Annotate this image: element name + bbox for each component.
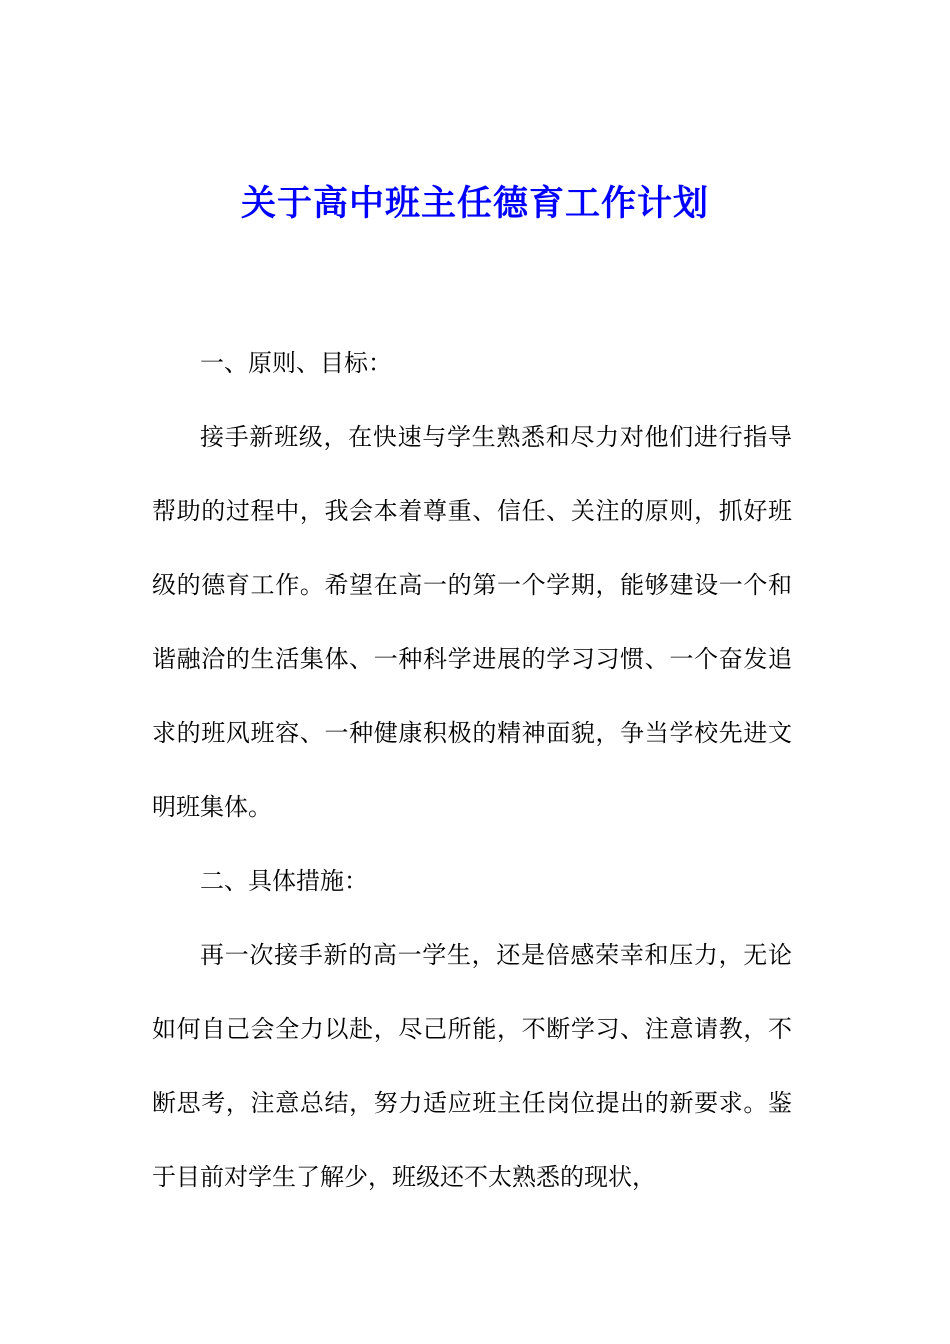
section-heading-principles: 一、原则、目标：	[200, 349, 392, 377]
paragraph-measures: 再一次接手新的高一学生，还是倍感荣幸和压力，无论如何自己会全力以赴，尽己所能，不断学习、注意请教，不断思考，注意总结，努力适应班主任岗位提出的新要求。鉴于目前对学生了解少，班级还不太熟悉的现状，	[152, 941, 792, 1191]
document-body	[152, 326, 792, 1214]
section-heading-measures: 二、具体措施：	[200, 867, 368, 895]
document-title: 关于高中班主任德育工作计划	[240, 184, 709, 224]
paragraph-principles: 接手新班级，在快速与学生熟悉和尽力对他们进行指导帮助的过程中，我会本着尊重、信任、关注的原则，抓好班级的德育工作。希望在高一的第一个学期，能够建设一个和谐融洽的生活集体、一种科学进展的学习习惯、一个奋发追求的班风班容、一种健康积极的精神面貌，争当学校先进文明班集体。	[152, 423, 792, 821]
